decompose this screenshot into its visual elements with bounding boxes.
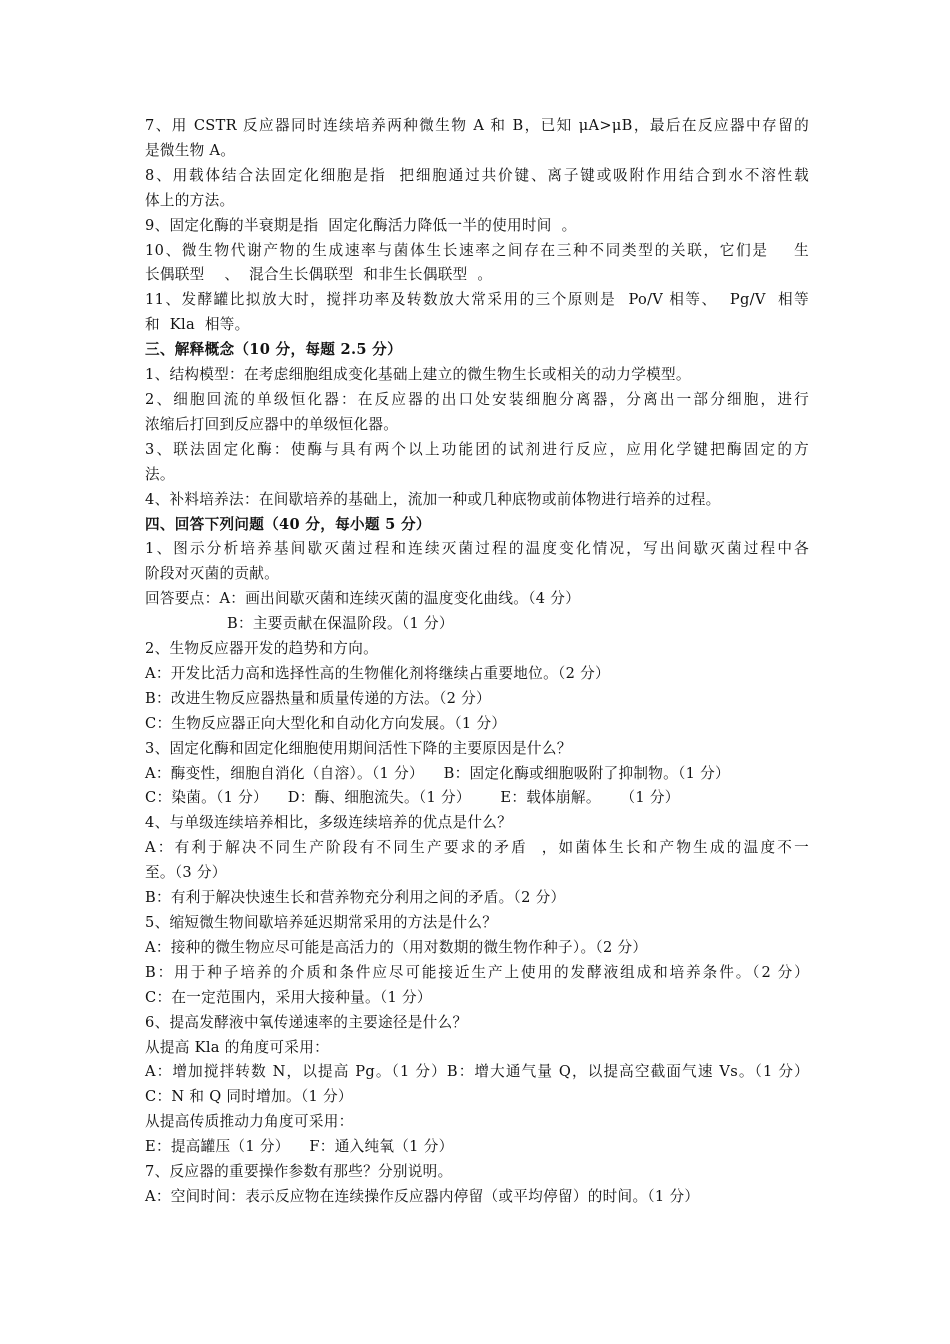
- text-line: C：N 和 Q 同时增加。（1 分）: [145, 1088, 353, 1106]
- text-line: 3、联法固定化酶：使酶与具有两个以上功能团的试剂进行反应，应用化学键把酶固定的方: [145, 440, 809, 458]
- text-line: 从提高 Kla 的角度可采用：: [145, 1038, 329, 1056]
- text-line: 至。（3 分）: [145, 864, 227, 882]
- text-line: 体上的方法。: [145, 191, 235, 209]
- text-line: 7、用 CSTR 反应器同时连续培养两种微生物 A 和 B，已知 μA>μB，最后在反应器中存留的: [145, 117, 809, 134]
- text-line: B：有利于解决快速生长和营养物充分利用之间的矛盾。（2 分）: [145, 889, 566, 907]
- text-line: A：空间时间：表示反应物在连续操作反应器内停留（或平均停留）的时间。（1 分）: [145, 1187, 700, 1205]
- text-line: 回答要点：A：画出间歇灭菌和连续灭菌的温度变化曲线。（4 分）: [145, 590, 581, 608]
- section-heading: 四、回答下列问题（40 分，每小题 5 分）: [145, 515, 431, 533]
- text-line: 6、提高发酵液中氧传递速率的主要途径是什么？: [145, 1013, 468, 1031]
- text-line: B：主要贡献在保温阶段。（1 分）: [227, 615, 454, 633]
- text-line: A：开发比活力高和选择性高的生物催化剂将继续占重要地位。（2 分）: [145, 664, 610, 682]
- text-line: 长偶联型 、 混合生长偶联型 和非生长偶联型 。: [145, 266, 493, 284]
- text-line: A：接种的微生物应尽可能是高活力的（用对数期的微生物作种子）。（2 分）: [145, 938, 648, 956]
- text-line: 11、发酵罐比拟放大时，搅拌功率及转数放大常采用的三个原则是 Po/V 相等、 Pg/V 相等: [145, 291, 809, 309]
- text-line: A：有利于解决不同生产阶段有不同生产要求的矛盾 ，如菌体生长和产物生成的温度不一: [145, 839, 809, 857]
- text-line: 9、固定化酶的半衰期是指 固定化酶活力降低一半的使用时间 。: [145, 216, 577, 234]
- text-line: 阶段对灭菌的贡献。: [145, 565, 280, 583]
- section-heading: 三、解释概念（10 分，每题 2.5 分）: [145, 341, 402, 359]
- text-line: C：生物反应器正向大型化和自动化方向发展。（1 分）: [145, 714, 507, 732]
- text-line: A：酶变性，细胞自消化（自溶）。（1 分） B：固定化酶或细胞吸附了抑制物。（1 分）: [145, 764, 730, 782]
- text-line: B：用于种子培养的介质和条件应尽可能接近生产上使用的发酵液组成和培养条件。（2 分）: [145, 963, 809, 981]
- document-page: [145, 114, 809, 1210]
- text-line: B：改进生物反应器热量和质量传递的方法。（2 分）: [145, 689, 491, 707]
- text-line: 法。: [145, 465, 175, 483]
- text-line: 浓缩后打回到反应器中的单级恒化器。: [145, 415, 399, 433]
- text-line: 4、补料培养法：在间歇培养的基础上，流加一种或几种底物或前体物进行培养的过程。: [145, 490, 721, 508]
- text-line: 从提高传质推动力角度可采用：: [145, 1113, 354, 1131]
- text-line: 8、用载体结合法固定化细胞是指 把细胞通过共价键、离子键或吸附作用结合到水不溶性载: [145, 166, 809, 184]
- text-line: 7、反应器的重要操作参数有那些？分别说明。: [145, 1163, 453, 1181]
- text-line: 1、图示分析培养基间歇灭菌过程和连续灭菌过程的温度变化情况，写出间歇灭菌过程中各: [145, 540, 809, 558]
- text-line: 是微生物 A。: [145, 141, 236, 159]
- text-line: 10、微生物代谢产物的生成速率与菌体生长速率之间存在三种不同类型的关联，它们是 生: [145, 241, 809, 259]
- text-line: 2、生物反应器开发的趋势和方向。: [145, 640, 378, 658]
- text-line: 1、结构模型：在考虑细胞组成变化基础上建立的微生物生长或相关的动力学模型。: [145, 366, 691, 384]
- text-line: 和 Kla 相等。: [145, 316, 250, 334]
- text-line: E：提高罐压（1 分） F：通入纯氧（1 分）: [145, 1138, 454, 1156]
- text-line: C：在一定范围内，采用大接种量。（1 分）: [145, 988, 432, 1006]
- text-line: 4、与单级连续培养相比，多级连续培养的优点是什么？: [145, 814, 513, 832]
- text-line: 2、细胞回流的单级恒化器：在反应器的出口处安装细胞分离器，分离出一部分细胞，进行: [145, 390, 809, 408]
- text-line: 5、缩短微生物间歇培养延迟期常采用的方法是什么？: [145, 914, 498, 931]
- text-line: A：增加搅拌转数 N，以提高 Pg。（1 分）B：增大通气量 Q，以提高空截面气速 Vs。（1 分）: [145, 1063, 809, 1081]
- text-line: 3、固定化酶和固定化细胞使用期间活性下降的主要原因是什么？: [145, 739, 572, 757]
- text-line: C：染菌。（1 分） D：酶、细胞流失。（1 分） E：载体崩解。 （1 分）: [145, 789, 680, 807]
